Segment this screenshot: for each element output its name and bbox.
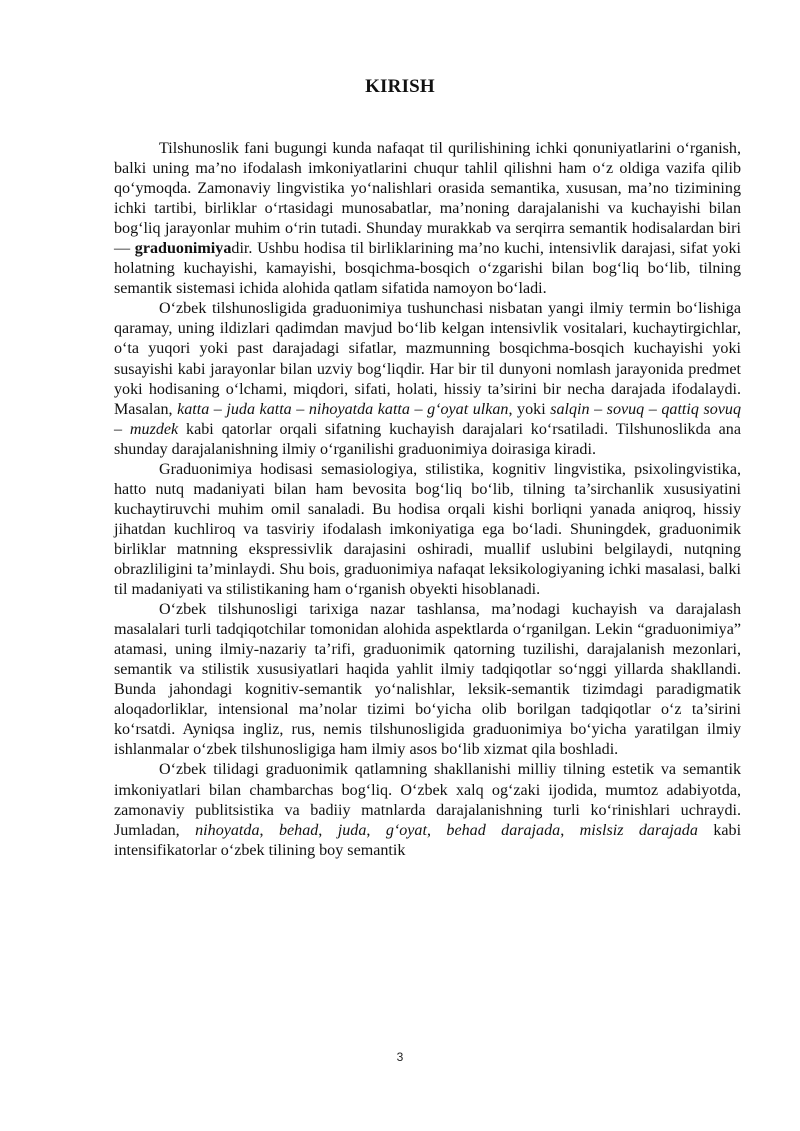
intensifier-behad: behad (278, 821, 319, 839)
paragraph-2-text-c: kabi qatorlar orqali sifatning kuchayish darajalari ko‘rsatiladi. Tilshunoslikda ana shunday darajalanishning ilmiy o‘rganilishi graduonimiya doirasiga kiradi. (114, 420, 741, 458)
paragraph-2-text-b: , yoki (508, 400, 551, 418)
intensifier-nihoyatda: nihoyatda (195, 821, 260, 839)
example-series-salqin: salqin – sovuq – qattiq sovuq – muzdek (114, 400, 741, 438)
paragraph-2 (114, 299, 741, 459)
paragraph-2-text-a: O‘zbek tilshunosligida graduonimiya tushunchasi nisbatan yangi ilmiy termin bo‘lishiga qaramay, uning ildizlari qadimdan mavjud bo‘lib kelgan intensivlik vositalari, kuchaytirgichlar, o‘ta yuqori yoki past darajadagi sifatlar, mazmunning bosqichma-bosqich kuchayishi yoki susayishi kabi jarayonlar bilan uzviy bog‘liqdir. Har bir til dunyoni nomlash jarayonida predmet yoki hodisaning o‘lchami, miqdori, sifati, holati, hissiy ta’sirini bir necha darajada ifodalaydi. Masalan, (114, 300, 741, 418)
paragraph-5-text-b: kabi intensifikatorlar o‘zbek tilining boy semantik (114, 821, 742, 859)
intensifier-mislsiz-darajada: mislsiz darajada (579, 821, 698, 839)
page-title: KIRISH (365, 76, 435, 97)
separator: , (560, 821, 580, 839)
intensifier-goyat: g‘oyat (385, 821, 427, 839)
paragraph-5-text-a: O‘zbek tilidagi graduonimik qatlamning shakllanishi milliy tilning estetik va semantik imkoniyatlari bilan chambarchas bog‘liq. O‘zbek xalq og‘zaki ijodida, mumtoz adabiyotda, zamonaviy publitsistika va badiiy matnlarda darajalanishning turli ko‘rinishlari uchraydi. Jumladan, (114, 761, 741, 839)
example-series-katta: katta – juda katta – nihoyatda katta – g‘oyat ulkan (177, 400, 509, 418)
paragraph-1-text-a: Tilshunoslik fani bugungi kunda nafaqat til qurilishining ichki qonuniyatlarini o‘rganish, balki uning ma’no ifodalash imkoniyatlarini chuqur tahlil qilishni ham o‘z oldiga vazifa qilib qo‘ymoqda. Zamonaviy lingvistika yo‘nalishlari orasida semantika, xususan, ma’no tizimining ichki tartibi, birliklar o‘rtasidagi munosabatlar, ma’noning darajalanishi va kuchayishi bilan bog‘liq jarayonlar muhim o‘rin tutadi. Shunday murakkab va serqirra semantik hodisalardan biri — (114, 140, 741, 258)
term-graduonimiya: graduonimiya (134, 240, 232, 258)
intensifier-behad-darajada: behad darajada (446, 821, 561, 839)
paragraph-3: Graduonimiya hodisasi semasiologiya, stilistika, kognitiv lingvistika, psixolingvistika, hatto nutq madaniyati bilan ham bevosita bog‘liq bo‘lib, tilning ta’sirchanlik xususiyatini kuchaytiruvchi muhim omil sanaladi. Bu hodisa orqali kishi borliqni yanada aniqroq, hissiy jihatdan kuchliroq va tasviriy ifodalash imkoniyatiga ega bo‘ladi. Shuningdek, graduonimik birliklar matnning ekspressivlik darajasini oshiradi, muallif uslubini belgilaydi, nutqning obrazliligini ta’minlaydi. Shu bois, graduonimiya nafaqat leksikologiyaning ichki masalasi, balki til madaniyati va stilistikaning ham o‘rganish obyekti hisoblanadi. (114, 460, 741, 599)
separator: , (259, 821, 279, 839)
paragraph-4: O‘zbek tilshunosligi tarixiga nazar tashlansa, ma’nodagi kuchayish va darajalash masalalari turli tadqiqotchilar tomonidan alohida aspektlarda o‘rganilgan. Lekin “graduonimiya” atamasi, uning ilmiy-nazariy ta’rifi, graduonimik qatorning tuzilishi, darajalanish mezonlari, semantik va stilistik xususiyatlari haqida yahlit ilmiy tadqiqotlar so‘nggi yillarda shakllandi. Bunda jahondagi kognitiv-semantik yo‘nalishlar, leksik-semantik tizimdagi paradigmatik aloqadorliklar, intensional ma’nolar tizimi bo‘yicha olib borilgan tadqiqotlar o‘z ta’sirini ko‘rsatdi. Ayniqsa ingliz, rus, nemis tilshunosligida graduonimiya bo‘yicha yaratilgan ilmiy ishlanmalar o‘zbek tilshunosligiga ham ilmiy asos bo‘lib xizmat qila boshladi. (114, 601, 741, 759)
intensifier-juda: juda (337, 821, 367, 839)
paragraph-5 (114, 760, 741, 860)
paragraph-1 (114, 139, 741, 299)
separator: , (318, 821, 338, 839)
body-text (114, 139, 741, 861)
separator: , (366, 821, 386, 839)
page-number: 3 (396, 1050, 404, 1064)
separator: , (426, 821, 447, 839)
paragraph-1-text-b: dir. Ushbu hodisa til birliklarining ma’no kuchi, intensivlik darajasi, sifat yoki holatning kuchayishi, kamayishi, bosqichma-bosqich o‘zgarishi bilan bog‘liq bo‘lib, tilning semantik sistemasi ichida alohida qatlam sifatida namoyon bo‘ladi. (114, 240, 741, 298)
